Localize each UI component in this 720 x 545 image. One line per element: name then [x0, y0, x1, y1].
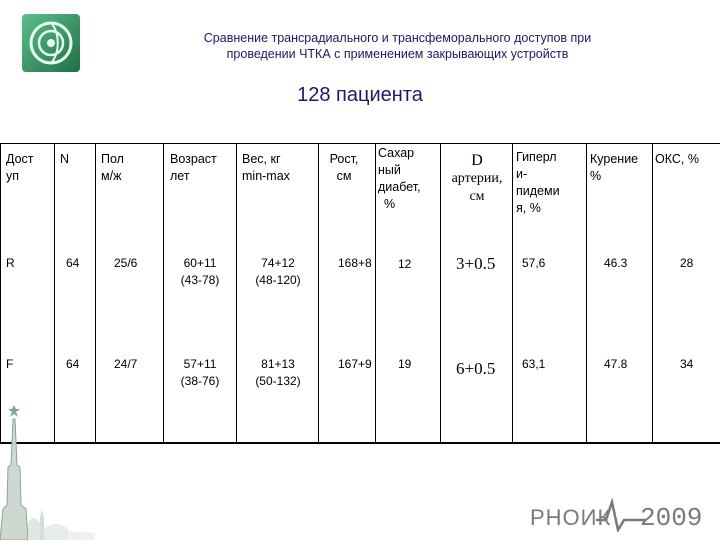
row-f-weight: 81+13 (50-132): [255, 357, 301, 388]
comparison-table: [0, 143, 720, 444]
table-left-border: [0, 144, 1, 442]
slide-title: [95, 30, 700, 62]
row-r-smoking: 46.3: [604, 256, 628, 270]
table-column-divider: [318, 144, 319, 442]
row-f-hyperlipidemia: 63,1: [522, 357, 546, 371]
row-f-height: 167+9: [338, 357, 372, 371]
row-r-diabetes: 12: [398, 257, 412, 271]
title-line-1: Сравнение трансрадиального и трансфеморального доступов при: [203, 31, 592, 45]
row-f-sex: 24/7: [114, 357, 138, 371]
table-column-divider: [236, 144, 237, 442]
logo-emblem: [20, 12, 82, 74]
brand-year: 2009: [640, 503, 703, 533]
row-r-hyperlipidemia: 57,6: [522, 256, 546, 270]
header-artery-diameter: D артерии, см: [451, 152, 503, 204]
row-r-access: R: [6, 256, 15, 270]
row-r-artery: 3+0.5: [456, 254, 496, 273]
row-f-smoking: 47.8: [604, 357, 628, 371]
header-smoking: Курение %: [590, 152, 639, 183]
row-r-age: 60+11 (43-78): [180, 256, 220, 287]
table-column-divider: [375, 144, 376, 442]
row-f-n: 64: [66, 357, 80, 371]
slide-subtitle: 128 пациента: [297, 84, 423, 106]
table-column-divider: [440, 144, 441, 442]
table-column-divider: [652, 144, 653, 442]
header-age: Возраст лет: [170, 152, 217, 183]
pulse-wave-icon: [596, 498, 646, 532]
tower-illustration: [0, 405, 95, 540]
row-f-artery: 6+0.5: [456, 359, 496, 378]
table-column-divider: [54, 144, 55, 442]
row-r-acs: 28: [680, 256, 694, 270]
row-f-diabetes: 19: [398, 357, 412, 371]
row-f-access: F: [6, 357, 14, 371]
header-sex: Пол м/ж: [101, 152, 124, 183]
table-column-divider: [512, 144, 513, 442]
header-acs: ОКС, %: [655, 152, 699, 166]
header-weight: Вес, кг min-max: [242, 152, 290, 183]
brand-name: РНОИК: [530, 505, 612, 530]
header-height: Рост, см: [329, 152, 359, 183]
row-f-acs: 34: [680, 357, 694, 371]
row-r-sex: 25/6: [114, 256, 138, 270]
title-line-2: проведении ЧТКА с применением закрывающих устройств: [226, 47, 569, 61]
row-f-age: 57+11 (38-76): [180, 357, 220, 388]
row-r-height: 168+8: [338, 256, 372, 270]
row-r-n: 64: [66, 256, 80, 270]
row-r-weight: 74+12 (48-120): [255, 256, 301, 287]
table-column-divider: [586, 144, 587, 442]
header-hyperlipidemia: Гиперл и- пидеми я, %: [516, 150, 560, 215]
header-n: N: [60, 152, 70, 166]
header-access: Дост уп: [6, 152, 34, 183]
table-column-divider: [95, 144, 96, 442]
header-diabetes: Сахар ный диабет, %: [378, 146, 421, 211]
table-column-divider: [163, 144, 164, 442]
